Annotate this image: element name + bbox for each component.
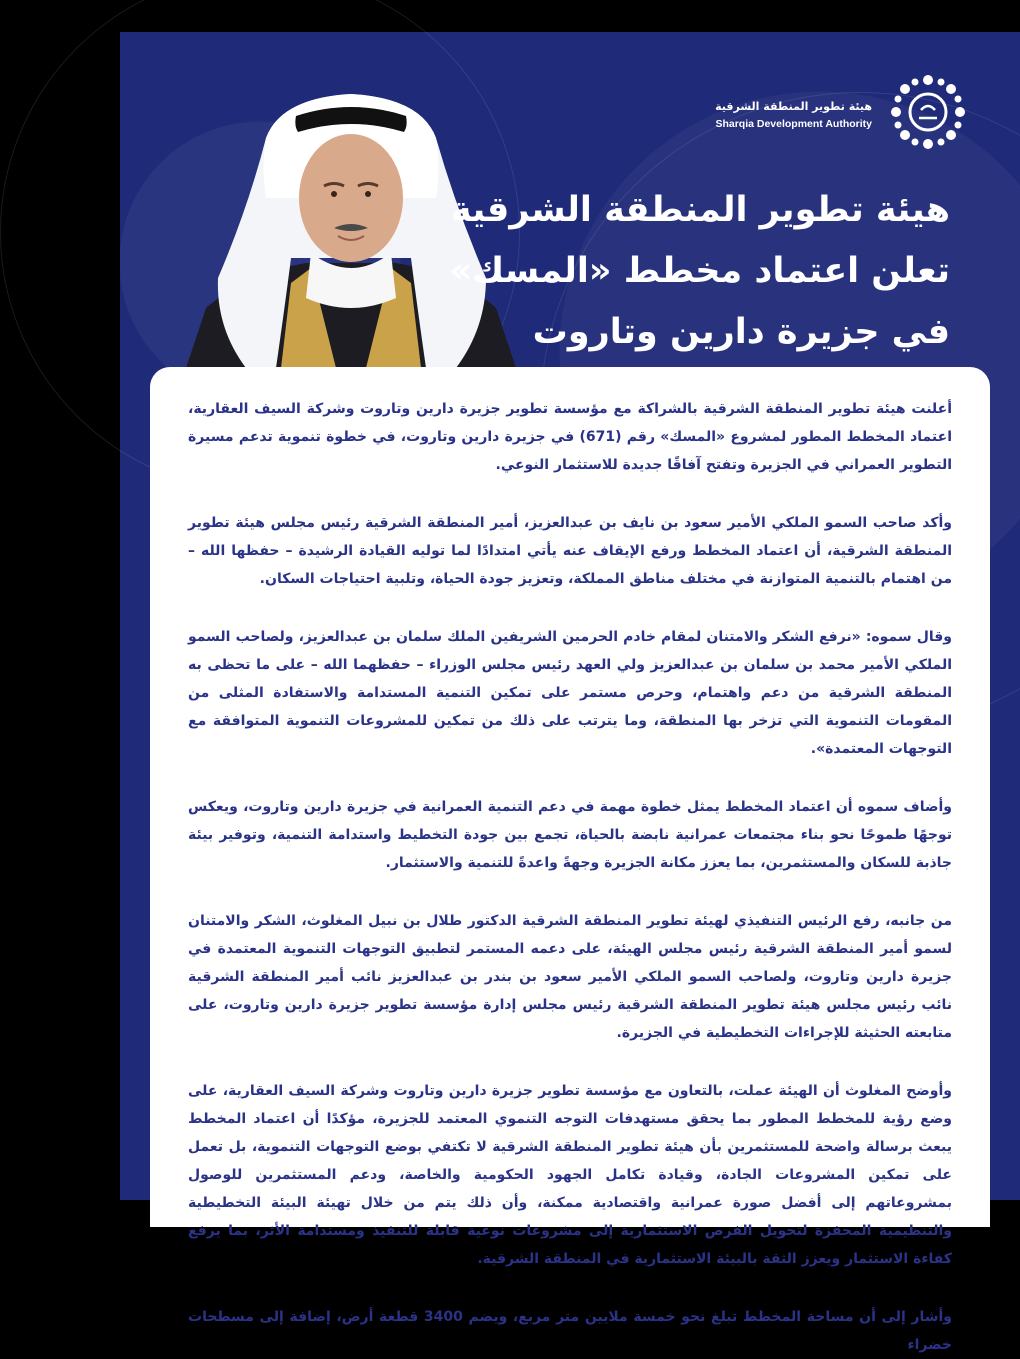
news-poster	[120, 32, 1020, 1353]
sda-emblem-icon	[888, 72, 968, 152]
authority-logo	[668, 72, 968, 152]
logo-name-english: Sharqia Development Authority	[715, 118, 872, 130]
article-paragraph: من جانبه، رفع الرئيس التنفيذي لهيئة تطوير المنطقة الشرقية الدكتور طلال بن نبيل المغلوث، الشكر والامتنان لسمو أمير المنطقة الشرقية رئيس مجلس الهيئة، على دعمه المستمر لتطبيق التوجهات التنموية المعتمدة في جزيرة دارين وتاروت، ولصاحب السمو الملكي الأمير سعود بن بندر بن عبدالعزيز نائب أمير المنطقة الشرقية نائب رئيس مجلس هيئة تطوير المنطقة الشرقية رئيس مجلس إدارة مؤسسة تطوير جزيرة دارين وتاروت، على متابعته الحثيثة للإجراءات التخطيطية في الجزيرة.	[188, 913, 952, 1041]
article-card	[150, 367, 990, 1353]
headline-line-1: هيئة تطوير المنطقة الشرقية	[450, 190, 950, 230]
article-paragraph: وأضاف سموه أن اعتماد المخطط يمثل خطوة مهمة في دعم التنمية العمرانية في جزيرة دارين وتاروت، ويعكس توجهًا طموحًا نحو بناء مجتمعات عمرانية نابضة بالحياة، تجمع بين جودة التخطيط واستدامة التنمية، وتوفير بيئة جاذبة للسكان والمستثمرين، بما يعزز مكانة الجزيرة وجهةً واعدةً للتنمية والاستثمار.	[188, 799, 952, 871]
article-paragraph: وأشار إلى أن مساحة المخطط تبلغ نحو خمسة ملايين متر مربع، ويضم 3400 قطعة أرض، إضافة إلى مسطحات خضراء	[188, 1309, 953, 1353]
article-paragraph: وقال سموه: «نرفع الشكر والامتنان لمقام خادم الحرمين الشريفين الملك سلمان بن عبدالعزيز، ولصاحب السمو الملكي الأمير محمد بن سلمان بن عبدالعزيز ولي العهد رئيس مجلس الوزراء – حفظهما الله – على ما تحظى به المنطقة الشرقية من دعم واهتمام، وحرص مستمر على تمكين التنمية المستدامة والاستفادة المثلى من المقومات التنموية التي تزخر بها المنطقة، وما يترتب على ذلك من تمكين للمشروعات التنموية المتوافقة مع التوجهات المعتمدة».	[188, 629, 952, 757]
article-paragraph: وأكد صاحب السمو الملكي الأمير سعود بن نايف بن عبدالعزيز، أمير المنطقة الشرقية رئيس مجلس هيئة تطوير المنطقة الشرقية، أن اعتماد المخطط ورفع الإيقاف عنه يأتي امتدادًا لما توليه القيادة الرشيدة – حفظها الله – من اهتمام بالتنمية المتوازنة في مختلف مناطق المملكة، وتعزيز جودة الحياة، وتلبية احتياجات السكان.	[188, 515, 952, 587]
headline-line-2: تعلن اعتماد مخطط «المسك»	[449, 251, 950, 291]
article-paragraph: وأوضح المغلوث أن الهيئة عملت، بالتعاون مع مؤسسة تطوير جزيرة دارين وتاروت وشركة السيف العقارية، على وضع رؤية للمخطط المطور بما يحقق مستهدفات التوجه التنموي المعتمد للجزيرة، مؤكدًا أن اعتماد المخطط يبعث برسالة واضحة للمستثمرين بأن هيئة تطوير المنطقة الشرقية لا تكتفي بوضع التوجهات التنموية، بل تعمل على تمكين المشروعات الجادة، وقيادة تكامل الجهود الحكومية والخاصة، ودعم المستثمرين للوصول بمشروعاتهم إلى أفضل صورة عمرانية واقتصادية ممكنة، وأن ذلك يتم من خلال تهيئة البيئة التخطيطية والتنظيمية المحفزة لتحويل الفرص الاستثمارية إلى مشروعات نوعية قابلة للتنفيذ ومستدامة الأثر، بما يرفع كفاءة الاستثمار ويعزز الثقة بالبيئة الاستثمارية في المنطقة الشرقية.	[188, 1083, 952, 1267]
headline-line-3: في جزيرة دارين وتاروت	[532, 312, 950, 352]
article-paragraph: أعلنت هيئة تطوير المنطقة الشرقية بالشراكة مع مؤسسة تطوير جزيرة دارين وتاروت وشركة السيف العقارية، اعتماد المخطط المطور لمشروع «المسك» رقم (671) في جزيرة دارين وتاروت، في خطوة تنموية تدعم مسيرة التطوير العمراني في الجزيرة وتفتح آفاقًا جديدة للاستثمار النوعي.	[188, 401, 952, 473]
logo-name-arabic: هيئة تطوير المنطقة الشرقية	[715, 100, 872, 113]
headline	[449, 180, 950, 363]
